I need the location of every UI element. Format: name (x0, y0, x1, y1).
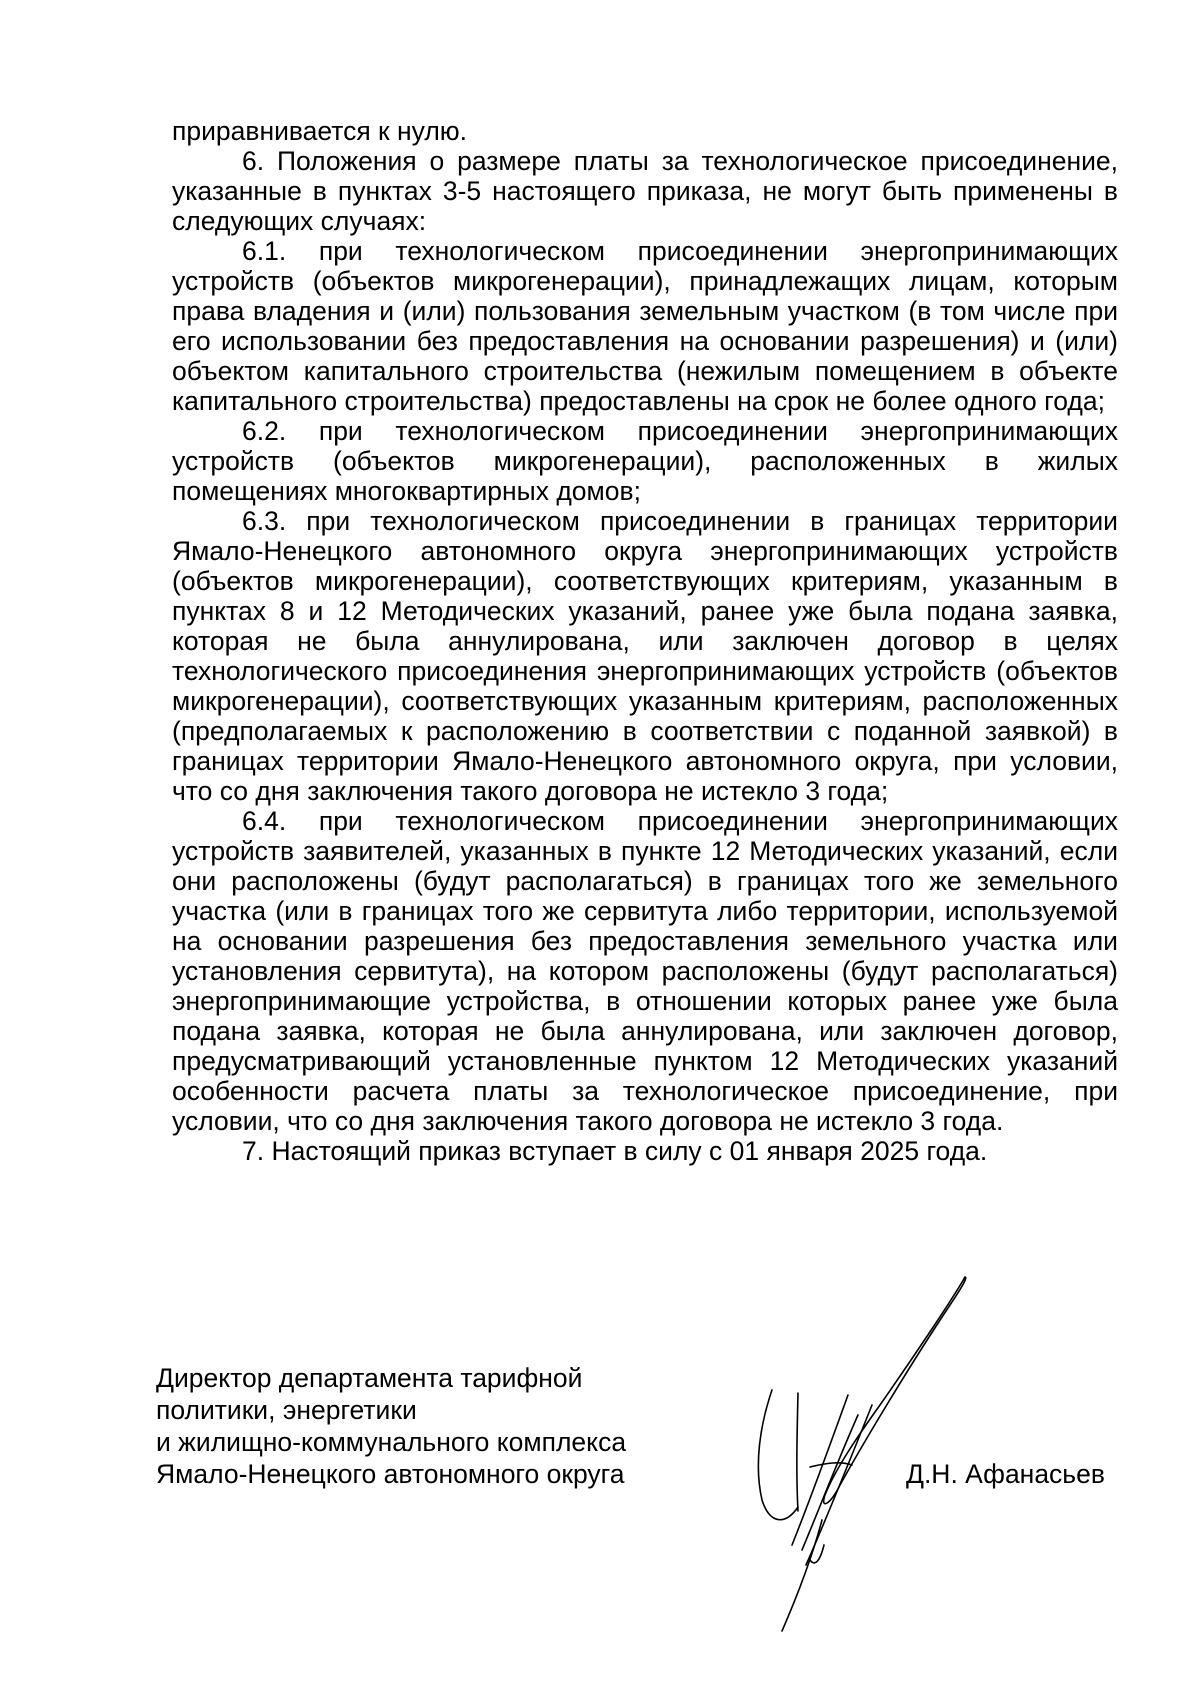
paragraph-continuation: приравнивается к нулю. (172, 116, 468, 146)
handwritten-signature (740, 1275, 980, 1635)
paragraph-6-2: 6.2. при технологическом присоединении энергопринимающих устройств (объектов микрогенерации), расположенных в жилых помещениях многоквартирных домов; (172, 416, 1118, 506)
document-body (172, 116, 1118, 1166)
signatory-position-line: политики, энергетики (156, 1395, 417, 1425)
paragraph-7: 7. Настоящий приказ вступает в силу с 01 января 2025 года. (242, 1136, 988, 1166)
paragraph-6: 6. Положения о размере платы за технологическое присоединение, указанные в пунктах 3-5 настоящего приказа, не могут быть применены в следующих случаях: (172, 146, 1118, 236)
paragraph-6-4: 6.4. при технологическом присоединении энергопринимающих устройств заявителей, указанных в пункте 12 Методических указаний, если они расположены (будут располагаться) в границах того же земельного участка (или в границах того же сервитута либо территории, используемой на основании разрешения без предоставления земельного участка или установления сервитута), на котором расположены (будут располагаться) энергопринимающие устройства, в отношении которых ранее уже была подана заявка, которая не была аннулирована, или заключен договор, предусматривающий установленные пунктом 12 Методических указаний особенности расчета платы за технологическое присоединение, при условии, что со дня заключения такого договора не истекло 3 года. (172, 806, 1118, 1136)
paragraph-6-3: 6.3. при технологическом присоединении в границах территории Ямало-Ненецкого автономного округа энергопринимающих устройств (объектов микрогенерации), соответствующих критериям, указанным в пунктах 8 и 12 Методических указаний, ранее уже была подана заявка, которая не была аннулирована, или заключен договор в целях технологического присоединения энергопринимающих устройств (объектов микрогенерации), соответствующих указанным критериям, расположенных (предполагаемых к расположению в соответствии с поданной заявкой) в границах территории Ямало-Ненецкого автономного округа, при условии, что со дня заключения такого договора не истекло 3 года; (172, 506, 1118, 806)
signatory-position (156, 1362, 626, 1490)
signatory-position-line: Ямало-Ненецкого автономного округа (156, 1459, 625, 1489)
signatory-position-line: и жилищно-коммунального комплекса (156, 1427, 627, 1457)
signatory-name: Д.Н. Афанасьев (906, 1459, 1105, 1489)
paragraph-6-1: 6.1. при технологическом присоединении энергопринимающих устройств (объектов микрогенерации), принадлежащих лицам, которым права владения и (или) пользования земельным участком (в том числе при его использовании без предоставления на основании разрешения) и (или) объектом капитального строительства (нежилым помещением в объекте капитального строительства) предоставлены на срок не более одного года; (172, 236, 1118, 416)
signatory-position-line: Директор департамента тарифной (156, 1363, 583, 1393)
